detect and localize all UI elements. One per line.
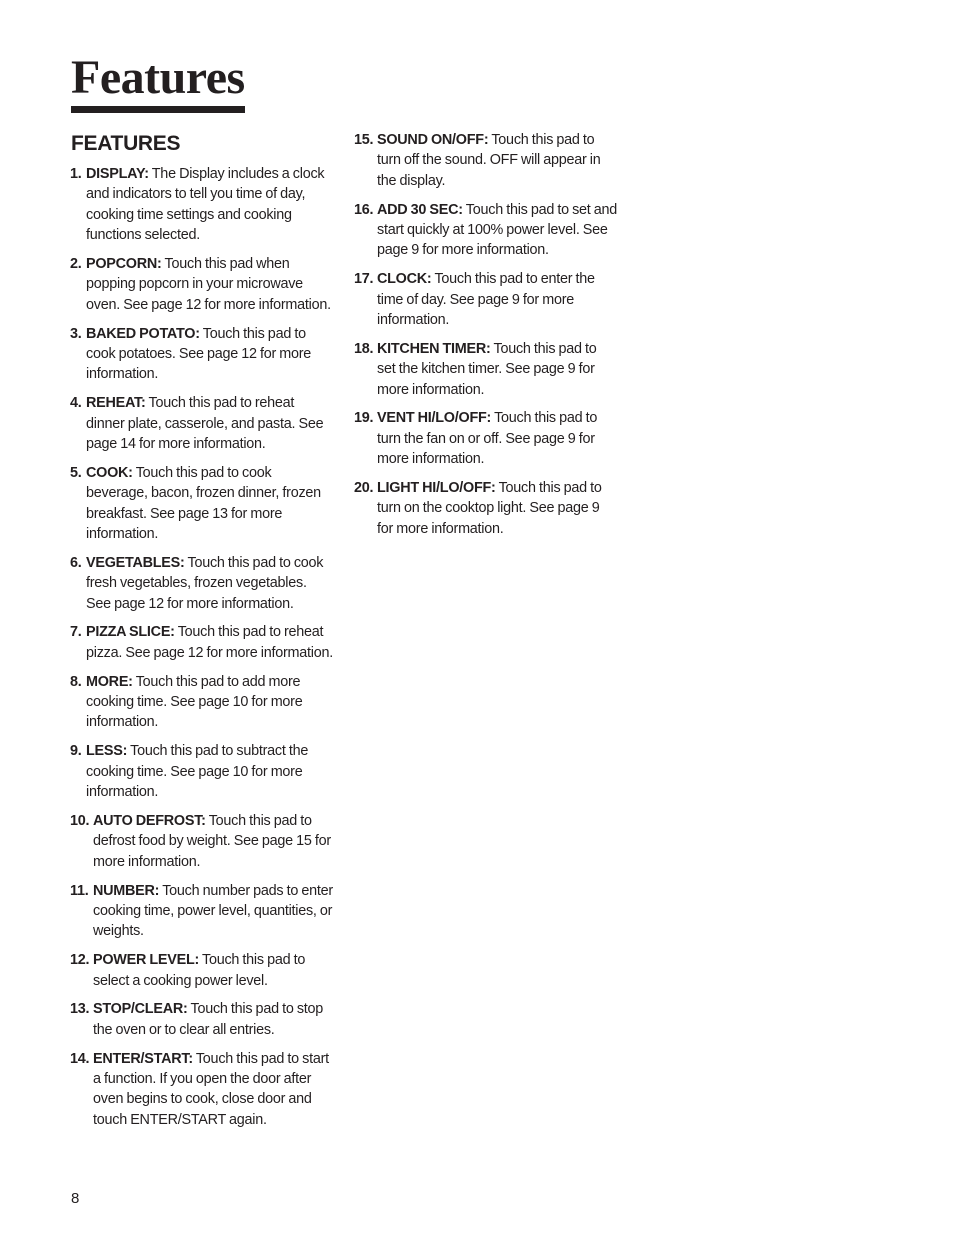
feature-item-power-level: [70, 950, 334, 991]
feature-name: POPCORN:: [86, 256, 162, 273]
feature-number: 5.: [70, 464, 82, 481]
feature-item-more: [70, 672, 334, 733]
page-number: 8: [71, 1190, 80, 1207]
feature-item-reheat: [70, 393, 334, 454]
feature-description: Touch this pad to reheat pizza. See page 12 for more information.: [86, 624, 333, 661]
feature-name: ADD 30 SEC:: [377, 201, 463, 218]
feature-number: 11.: [70, 882, 89, 899]
feature-description: Touch this pad to set and start quickly at 100% power level. See page 9 for more information.: [377, 201, 618, 259]
feature-item-less: [70, 741, 334, 802]
feature-description: Touch this pad to set the kitchen timer. See page 9 for more information.: [377, 340, 597, 398]
feature-description: The Display includes a clock and indicators to tell you time of day, cooking time settings and cooking functions selected.: [86, 166, 325, 244]
feature-number: 7.: [70, 624, 82, 641]
feature-item-kitchen-timer: [354, 339, 618, 400]
feature-item-vent-hi-lo-off: [354, 408, 618, 469]
feature-description: Touch this pad to stop the oven or to clear all entries.: [93, 1001, 324, 1038]
feature-name: KITCHEN TIMER:: [377, 340, 491, 357]
feature-number: 14.: [70, 1050, 90, 1067]
feature-description: Touch this pad to select a cooking power level.: [93, 952, 306, 989]
feature-description: Touch this pad to turn the fan on or off. See page 9 for more information.: [377, 410, 598, 468]
feature-description: Touch this pad to turn off the sound. OFF will appear in the display.: [377, 132, 601, 189]
feature-number: 15.: [354, 132, 374, 148]
feature-number: 6.: [70, 554, 82, 571]
feature-name: SOUND ON/OFF:: [377, 132, 489, 148]
feature-description: Touch this pad to start a function. If you open the door after oven begins to cook, close door and touch ENTER/START again.: [93, 1050, 329, 1128]
feature-number: 20.: [354, 480, 374, 497]
title-underline-rule: [71, 106, 245, 113]
feature-description: Touch this pad to defrost food by weight. See page 15 for more information.: [93, 812, 331, 870]
feature-item-auto-defrost: [70, 811, 334, 872]
features-list-left-column: [70, 164, 334, 1139]
feature-name: POWER LEVEL:: [93, 952, 200, 969]
feature-number: 12.: [70, 952, 90, 969]
feature-name: CLOCK:: [377, 271, 432, 288]
feature-item-add-30-sec: [354, 200, 618, 261]
feature-description: Touch this pad to turn on the cooktop light. See page 9 for more information.: [377, 480, 602, 537]
feature-name: VENT HI/LO/OFF:: [377, 410, 492, 427]
feature-number: 10.: [70, 812, 90, 829]
feature-description: Touch this pad to add more cooking time. See page 10 for more information.: [86, 673, 303, 731]
feature-number: 13.: [70, 1001, 90, 1018]
feature-number: 3.: [70, 325, 82, 342]
feature-number: 8.: [70, 673, 82, 690]
feature-description: Touch number pads to enter cooking time, power level, quantities, or weights.: [93, 882, 333, 940]
page-title: Features: [71, 51, 245, 104]
feature-number: 9.: [70, 743, 82, 760]
feature-number: 17.: [354, 271, 374, 288]
feature-name: BAKED POTATO:: [86, 325, 200, 342]
feature-description: Touch this pad when popping popcorn in your microwave oven. See page 12 for more information.: [86, 256, 331, 313]
feature-name: MORE:: [86, 673, 133, 690]
feature-description: Touch this pad to subtract the cooking time. See page 10 for more information.: [86, 743, 309, 801]
feature-item-pizza-slice: [70, 622, 334, 663]
feature-name: LESS:: [86, 743, 128, 760]
feature-description: Touch this pad to reheat dinner plate, casserole, and pasta. See page 14 for more information.: [86, 395, 324, 453]
feature-item-popcorn: [70, 254, 334, 315]
feature-item-light-hi-lo-off: [354, 478, 618, 539]
feature-name: COOK:: [86, 464, 133, 481]
feature-item-cook: [70, 463, 334, 545]
feature-number: 1.: [70, 166, 82, 182]
feature-number: 2.: [70, 256, 82, 273]
feature-name: REHEAT:: [86, 395, 146, 412]
feature-name: AUTO DEFROST:: [93, 812, 206, 829]
feature-name: NUMBER:: [93, 882, 160, 899]
feature-name: STOP/CLEAR:: [93, 1001, 188, 1018]
feature-name: ENTER/START:: [93, 1050, 193, 1067]
feature-number: 19.: [354, 410, 374, 427]
feature-name: VEGETABLES:: [86, 554, 185, 571]
feature-description: Touch this pad to cook beverage, bacon, frozen dinner, frozen breakfast. See page 13 for more information.: [86, 464, 321, 543]
feature-description: Touch this pad to enter the time of day. See page 9 for more information.: [377, 271, 595, 329]
feature-description: Touch this pad to cook potatoes. See page 12 for more information.: [86, 325, 312, 383]
feature-name: DISPLAY:: [86, 166, 149, 182]
feature-item-display: [70, 164, 334, 246]
feature-name: LIGHT HI/LO/OFF:: [377, 480, 496, 497]
feature-number: 18.: [354, 340, 374, 357]
feature-item-sound-on-off: [354, 130, 618, 191]
features-list-right-column: [354, 130, 618, 548]
feature-item-vegetables: [70, 553, 334, 614]
feature-number: 4.: [70, 395, 82, 412]
feature-item-baked-potato: [70, 324, 334, 385]
feature-name: PIZZA SLICE:: [86, 624, 175, 641]
section-heading: FEATURES: [71, 132, 181, 155]
feature-item-clock: [354, 269, 618, 330]
feature-item-number: [70, 881, 334, 942]
feature-item-enter-start: [70, 1049, 334, 1131]
feature-number: 16.: [354, 201, 374, 218]
feature-description: Touch this pad to cook fresh vegetables, frozen vegetables. See page 12 for more information.: [86, 554, 324, 612]
feature-item-stop-clear: [70, 999, 334, 1040]
